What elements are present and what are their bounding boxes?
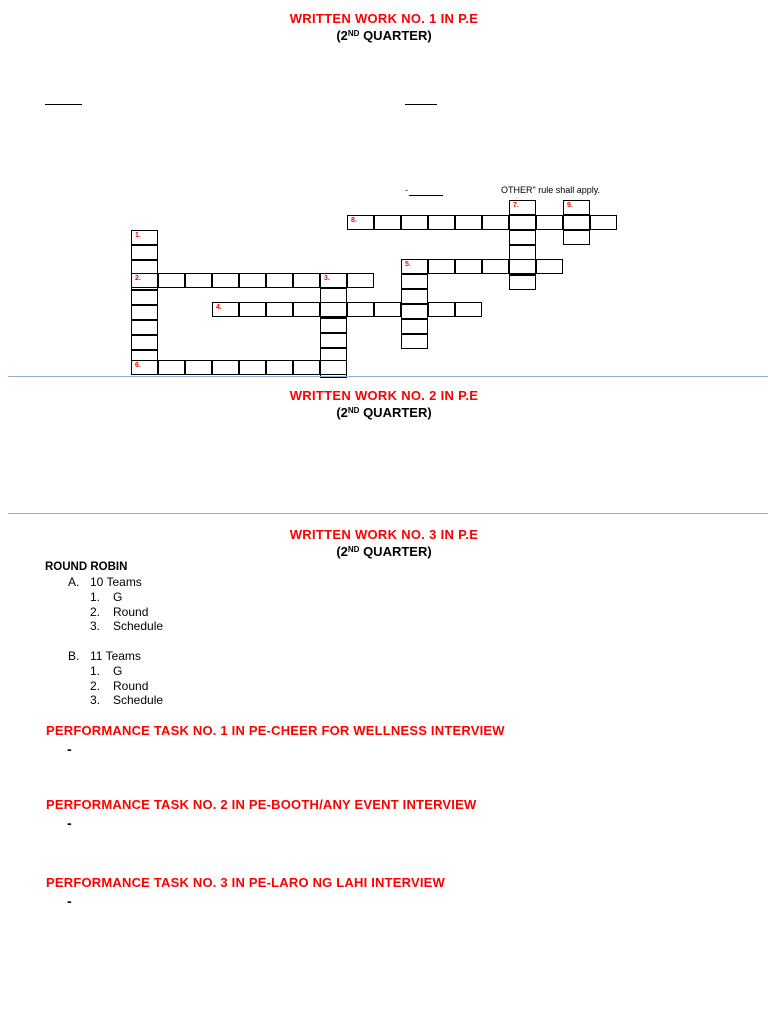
round-robin-heading: ROUND ROBIN bbox=[45, 561, 128, 573]
crossword-cell[interactable] bbox=[347, 215, 374, 230]
crossword-cell[interactable] bbox=[293, 302, 320, 317]
crossword-cell[interactable] bbox=[401, 274, 428, 289]
crossword-cell[interactable] bbox=[563, 230, 590, 245]
list-item: Round bbox=[113, 605, 149, 619]
list-item-number: 2. bbox=[90, 679, 101, 693]
crossword-clue-number: 9. bbox=[567, 202, 573, 209]
bullet-dash: - bbox=[67, 815, 72, 831]
crossword-cell[interactable] bbox=[509, 200, 536, 215]
crossword-cell[interactable] bbox=[401, 289, 428, 304]
crossword-grid bbox=[0, 0, 768, 380]
crossword-cell[interactable] bbox=[212, 360, 239, 375]
crossword-cell[interactable] bbox=[320, 273, 347, 288]
crossword-clue-number: 2. bbox=[135, 275, 141, 282]
crossword-cell[interactable] bbox=[347, 302, 374, 317]
crossword-cell[interactable] bbox=[131, 320, 158, 335]
crossword-cell[interactable] bbox=[239, 360, 266, 375]
list-item-number: 3. bbox=[90, 619, 101, 633]
performance-task-title: PERFORMANCE TASK NO. 1 IN PE-CHEER FOR WELLNESS INTERVIEW bbox=[46, 723, 505, 738]
list-item-number: 3. bbox=[90, 693, 101, 707]
ww2-title: WRITTEN WORK NO. 2 IN P.E bbox=[289, 388, 479, 403]
crossword-cell[interactable] bbox=[320, 360, 347, 375]
instruction-dash: - bbox=[405, 185, 408, 195]
crossword-cell[interactable] bbox=[293, 360, 320, 375]
crossword-cell[interactable] bbox=[536, 215, 563, 230]
instruction-text: OTHER" rule shall apply. bbox=[501, 185, 601, 195]
crossword-cell[interactable] bbox=[320, 318, 347, 333]
crossword-cell[interactable] bbox=[131, 245, 158, 260]
crossword-cell[interactable] bbox=[482, 215, 509, 230]
list-item: G bbox=[113, 590, 123, 604]
crossword-clue-number: 1. bbox=[135, 232, 141, 239]
crossword-cell[interactable] bbox=[239, 273, 266, 288]
crossword-cell[interactable] bbox=[212, 273, 239, 288]
list-item-number: 2. bbox=[90, 605, 101, 619]
crossword-cell[interactable] bbox=[320, 288, 347, 303]
bullet-dash: - bbox=[67, 741, 72, 757]
section-divider bbox=[8, 513, 768, 514]
crossword-cell[interactable] bbox=[131, 273, 158, 288]
ww1-title: WRITTEN WORK NO. 1 IN P.E bbox=[289, 11, 479, 26]
list-item-number: 1. bbox=[90, 590, 101, 604]
list-item: G bbox=[113, 664, 123, 678]
crossword-cell[interactable] bbox=[158, 273, 185, 288]
list-item: Round bbox=[113, 679, 149, 693]
list-item-number: 1. bbox=[90, 664, 101, 678]
crossword-clue-number: 8. bbox=[351, 217, 357, 224]
crossword-cell[interactable] bbox=[401, 215, 428, 230]
crossword-cell[interactable] bbox=[590, 215, 617, 230]
crossword-cell[interactable] bbox=[131, 290, 158, 305]
crossword-clue-number: 7. bbox=[513, 202, 519, 209]
crossword-cell[interactable] bbox=[401, 259, 428, 274]
crossword-cell[interactable] bbox=[428, 259, 455, 274]
crossword-clue-number: 6. bbox=[135, 362, 141, 369]
crossword-cell[interactable] bbox=[401, 304, 428, 319]
crossword-cell[interactable] bbox=[131, 335, 158, 350]
ww3-quarter: (2ND QUARTER) bbox=[336, 544, 432, 559]
crossword-cell[interactable] bbox=[320, 302, 347, 317]
crossword-cell[interactable] bbox=[131, 305, 158, 320]
crossword-cell[interactable] bbox=[158, 360, 185, 375]
crossword-cell[interactable] bbox=[374, 302, 401, 317]
crossword-cell[interactable] bbox=[131, 360, 158, 375]
list-item: Schedule bbox=[113, 619, 164, 633]
crossword-cell[interactable] bbox=[482, 259, 509, 274]
crossword-cell[interactable] bbox=[455, 215, 482, 230]
crossword-cell[interactable] bbox=[455, 259, 482, 274]
crossword-cell[interactable] bbox=[266, 360, 293, 375]
crossword-cell[interactable] bbox=[509, 259, 536, 274]
crossword-cell[interactable] bbox=[320, 333, 347, 348]
group-a-label: 10 Teams bbox=[90, 575, 142, 589]
crossword-cell[interactable] bbox=[401, 334, 428, 349]
crossword-cell[interactable] bbox=[131, 230, 158, 245]
ww3-title: WRITTEN WORK NO. 3 IN P.E bbox=[289, 527, 479, 542]
bullet-dash: - bbox=[67, 893, 72, 909]
crossword-clue-number: 5. bbox=[405, 261, 411, 268]
crossword-cell[interactable] bbox=[185, 273, 212, 288]
section-divider bbox=[8, 376, 768, 377]
crossword-cell[interactable] bbox=[266, 302, 293, 317]
group-a-marker: A. bbox=[68, 575, 80, 589]
crossword-cell[interactable] bbox=[509, 215, 536, 230]
performance-task-title: PERFORMANCE TASK NO. 2 IN PE-BOOTH/ANY EVENT INTERVIEW bbox=[46, 797, 477, 812]
crossword-cell[interactable] bbox=[266, 273, 293, 288]
ww2-quarter: (2ND QUARTER) bbox=[336, 405, 432, 420]
crossword-clue-number: 4. bbox=[216, 304, 222, 311]
crossword-cell[interactable] bbox=[401, 319, 428, 334]
crossword-cell[interactable] bbox=[455, 302, 482, 317]
crossword-cell[interactable] bbox=[509, 230, 536, 245]
crossword-cell[interactable] bbox=[509, 275, 536, 290]
crossword-cell[interactable] bbox=[428, 302, 455, 317]
crossword-cell[interactable] bbox=[212, 302, 239, 317]
crossword-cell[interactable] bbox=[536, 259, 563, 274]
crossword-cell[interactable] bbox=[563, 200, 590, 215]
group-b-marker: B. bbox=[68, 649, 80, 663]
crossword-cell[interactable] bbox=[239, 302, 266, 317]
group-b-label: 11 Teams bbox=[90, 649, 141, 663]
crossword-cell[interactable] bbox=[563, 215, 590, 230]
crossword-cell[interactable] bbox=[428, 215, 455, 230]
crossword-cell[interactable] bbox=[185, 360, 212, 375]
performance-task-title: PERFORMANCE TASK NO. 3 IN PE-LARO NG LAHI INTERVIEW bbox=[46, 875, 446, 890]
crossword-cell[interactable] bbox=[509, 245, 536, 260]
crossword-cell[interactable] bbox=[293, 273, 320, 288]
crossword-cell[interactable] bbox=[374, 215, 401, 230]
crossword-clue-number: 3. bbox=[324, 275, 330, 282]
crossword-cell[interactable] bbox=[347, 273, 374, 288]
list-item: Schedule bbox=[113, 693, 164, 707]
ww1-quarter: (2ND QUARTER) bbox=[336, 28, 432, 43]
